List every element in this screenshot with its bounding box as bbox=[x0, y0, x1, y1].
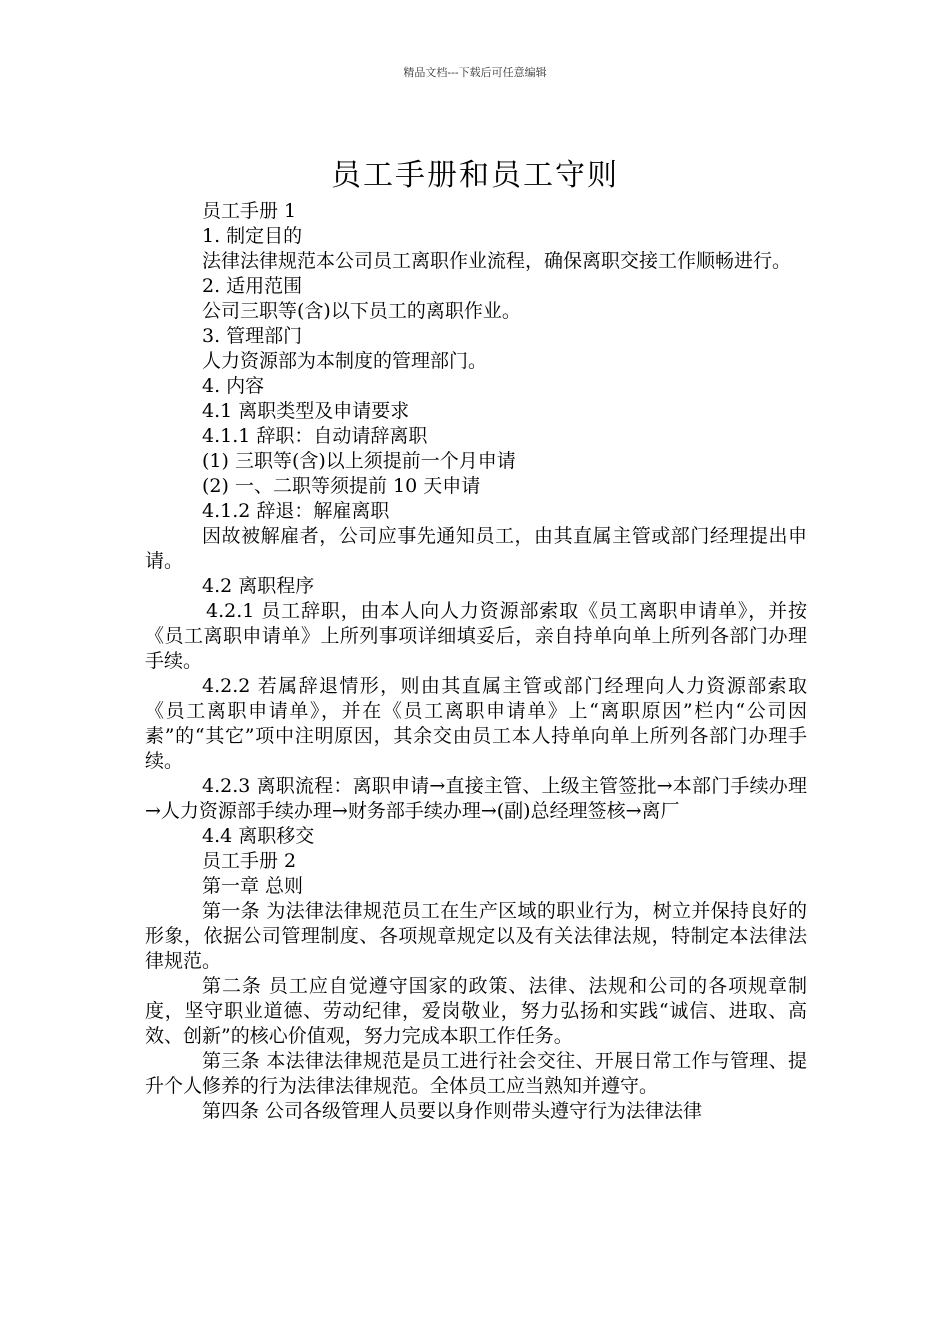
document-body bbox=[145, 199, 807, 1124]
paragraph-scope: 公司三职等(含)以下员工的离职作业。 bbox=[202, 300, 521, 322]
paragraph-4-2: 4.2 离职程序 bbox=[202, 575, 315, 597]
paragraph-purpose-heading: 1. 制定目的 bbox=[202, 225, 303, 247]
paragraph-dismissal: 因故被解雇者，公司应事先通知员工，由其直属主管或部门经理提出申请。 bbox=[145, 525, 807, 572]
header-note: 精品文档---下载后可任意编辑 bbox=[403, 66, 547, 79]
paragraph-chapter-1: 第一章 总则 bbox=[202, 875, 304, 897]
paragraph-article-3: 第三条 本法律法律规范是员工进行社会交往、开展日常工作与管理、提升个人修养的行为法律法律规范。全体员工应当熟知并遵守。 bbox=[145, 1050, 807, 1097]
paragraph-dept-heading: 3. 管理部门 bbox=[202, 325, 303, 347]
paragraph-article-1: 第一条 为法律法律规范员工在生产区域的职业行为，树立并保持良好的形象，依据公司管理制度、各项规章规定以及有关法律法规，特制定本法律法律规范。 bbox=[145, 900, 807, 972]
paragraph-article-4: 第四条 公司各级管理人员要以身作则带头遵守行为法律法律 bbox=[202, 1100, 703, 1122]
paragraph-handbook-2: 员工手册 2 bbox=[202, 850, 297, 872]
paragraph-handbook-1: 员工手册 1 bbox=[202, 200, 297, 222]
paragraph-article-2: 第二条 员工应自觉遵守国家的政策、法律、法规和公司的各项规章制度，坚守职业道德、劳动纪律，爱岗敬业，努力弘扬和实践“诚信、进取、高效、创新”的核心价值观，努力完成本职工作任务。 bbox=[145, 975, 807, 1047]
paragraph-purpose: 法律法律规范本公司员工离职作业流程，确保离职交接工作顺畅进行。 bbox=[202, 250, 792, 272]
paragraph-item-2: (2) 一、二职等须提前 10 天申请 bbox=[202, 475, 481, 497]
paragraph-item-1: (1) 三职等(含)以上须提前一个月申请 bbox=[202, 450, 516, 472]
paragraph-4-2-2: 4.2.2 若属辞退情形，则由其直属主管或部门经理向人力资源部索取《员工离职申请单》，并在《员工离职申请单》上“离职原因”栏内“公司因素”的“其它”项中注明原因，其余交由员工本人持单向单上所列各部门办理手续。 bbox=[145, 675, 807, 772]
paragraph-4-1: 4.1 离职类型及申请要求 bbox=[202, 400, 410, 422]
paragraph-dept: 人力资源部为本制度的管理部门。 bbox=[202, 350, 488, 372]
paragraph-4-2-1: 4.2.1 员工辞职，由本人向人力资源部索取《员工离职申请单》，并按《员工离职申请单》上所列事项详细填妥后，亲自持单向单上所列各部门办理手续。 bbox=[145, 600, 807, 672]
paragraph-scope-heading: 2. 适用范围 bbox=[202, 275, 303, 297]
document-title: 员工手册和员工守则 bbox=[331, 158, 619, 194]
paragraph-4-4: 4.4 离职移交 bbox=[202, 825, 315, 847]
paragraph-4-2-3: 4.2.3 离职流程：离职申请→直接主管、上级主管签批→本部门手续办理→人力资源部手续办理→财务部手续办理→(副)总经理签核→离厂 bbox=[145, 775, 807, 822]
paragraph-4-1-1: 4.1.1 辞职：自动请辞离职 bbox=[202, 425, 428, 447]
paragraph-4-1-2: 4.1.2 辞退：解雇离职 bbox=[202, 500, 390, 522]
paragraph-content-heading: 4. 内容 bbox=[202, 375, 265, 397]
